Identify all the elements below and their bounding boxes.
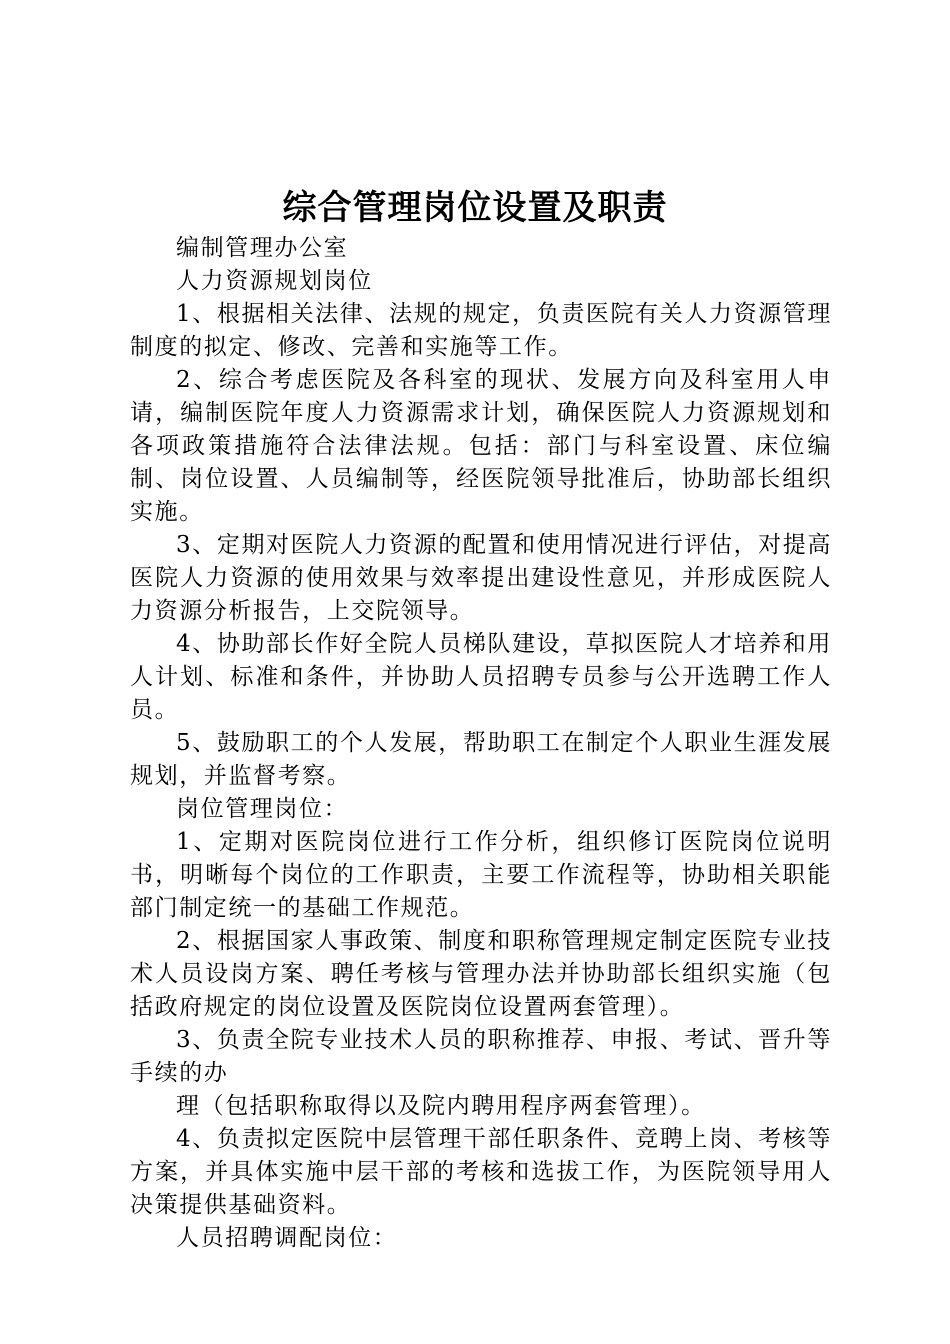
paragraph: 3、定期对医院人力资源的配置和使用情况进行评估，对提高医院人力资源的使用效果与效率提出建设性意见，并形成医院人力资源分析报告，上交院领导。 xyxy=(130,532,832,624)
paragraph: 3、负责全院专业技术人员的职称推荐、申报、考试、晋升等手续的办 xyxy=(130,1027,832,1086)
paragraph: 4、协助部长作好全院人员梯队建设，草拟医院人才培养和用人计划、标准和条件，并协助人员招聘专员参与公开选聘工作人员。 xyxy=(130,631,832,723)
subsection-heading: 人力资源规划岗位 xyxy=(176,268,373,294)
paragraph: 1、根据相关法律、法规的规定，负责医院有关人力资源管理制度的拟定、修改、完善和实施等工作。 xyxy=(130,301,832,360)
paragraph: 1、定期对医院岗位进行工作分析，组织修订医院岗位说明书，明晰每个岗位的工作职责，主要工作流程等，协助相关职能部门制定统一的基础工作规范。 xyxy=(130,829,832,921)
paragraph: 理（包括职称取得以及院内聘用程序两套管理）。 xyxy=(176,1093,706,1119)
paragraph: 2、综合考虑医院及各科室的现状、发展方向及科室用人申请，编制医院年度人力资源需求计划，确保医院人力资源规划和各项政策措施符合法律法规。包括：部门与科室设置、床位编制、岗位设置、人员编制等，经医院领导批准后，协助部长组织实施。 xyxy=(130,367,832,525)
subsection-heading: 人员招聘调配岗位： xyxy=(176,1225,398,1251)
document-title: 综合管理岗位设置及职责 xyxy=(282,188,668,228)
paragraph: 5、鼓励职工的个人发展，帮助职工在制定个人职业生涯发展规划，并监督考察。 xyxy=(130,730,832,789)
document-body xyxy=(130,232,832,1255)
subsection-heading: 岗位管理岗位： xyxy=(176,796,349,822)
section-heading: 编制管理办公室 xyxy=(176,235,349,261)
paragraph: 2、根据国家人事政策、制度和职称管理规定制定医院专业技术人员设岗方案、聘任考核与管理办法并协助部长组织实施（包括政府规定的岗位设置及医院岗位设置两套管理）。 xyxy=(130,928,832,1020)
paragraph: 4、负责拟定医院中层管理干部任职条件、竞聘上岗、考核等方案，并具体实施中层干部的考核和选拔工作，为医院领导用人决策提供基础资料。 xyxy=(130,1126,832,1218)
